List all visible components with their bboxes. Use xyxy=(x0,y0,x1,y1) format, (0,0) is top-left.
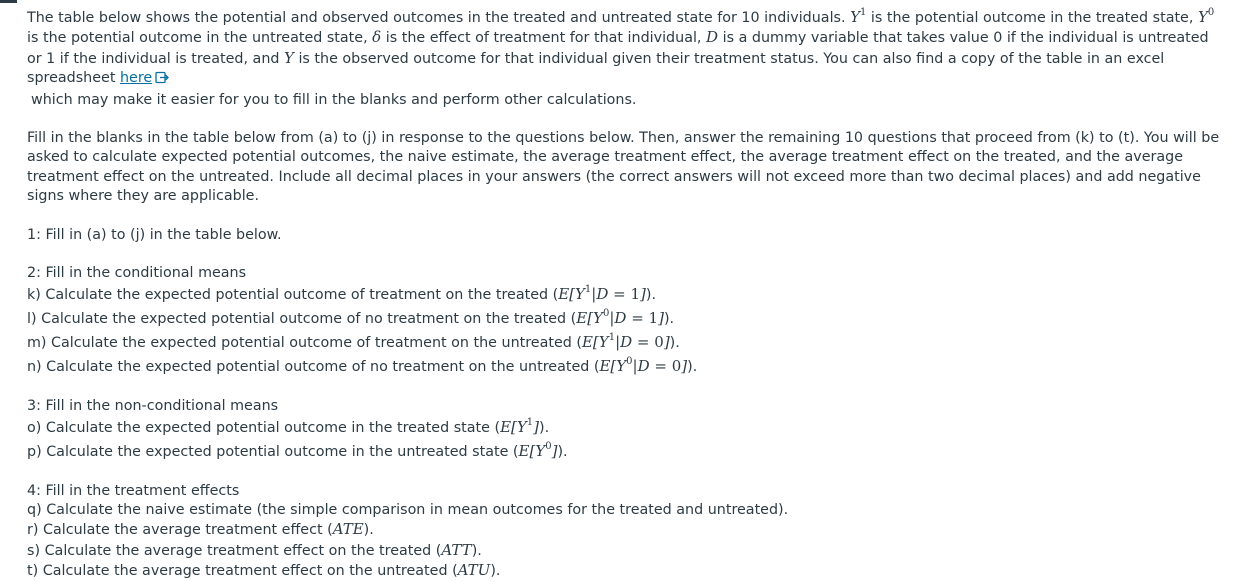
question-l xyxy=(27,307,1227,331)
question-r-close: ). xyxy=(363,522,374,539)
question-p xyxy=(27,440,1227,464)
spreadsheet-link[interactable]: here xyxy=(119,70,153,87)
question-content xyxy=(27,8,1227,582)
math-y: Y xyxy=(284,48,294,67)
question-s-text: s) Calculate the average treatment effect on the treated ( xyxy=(27,542,442,559)
question-l-text: l) Calculate the expected potential outcome of no treatment on the treated ( xyxy=(27,311,577,328)
question-o xyxy=(27,416,1227,440)
intro-text-2: is the potential outcome in the treated state, xyxy=(866,10,1198,26)
external-link-icon[interactable] xyxy=(155,71,170,90)
section2-heading: 2: Fill in the conditional means xyxy=(27,265,247,282)
question-s-close: ). xyxy=(471,542,482,559)
intro-text-4: is the effect of treatment for that individual, xyxy=(381,30,707,47)
question-t-text: t) Calculate the average treatment effect on the untreated ( xyxy=(27,563,458,580)
question-r-text: r) Calculate the average treatment effect ( xyxy=(27,522,333,539)
intro-text-6: is the observed outcome for that individual given their treatment status. You can also find a copy of the table in an excel spreadsheet xyxy=(27,50,1165,87)
question-o-text: o) Calculate the expected potential outcome in the treated state ( xyxy=(27,420,501,437)
question-m-text: m) Calculate the expected potential outcome of treatment on the untreated ( xyxy=(27,335,582,352)
question-r xyxy=(27,520,1227,540)
question-p-text: p) Calculate the expected potential outcome in the untreated state ( xyxy=(27,443,519,460)
intro-text-1: The table below shows the potential and observed outcomes in the treated and untreated state for 10 individuals. xyxy=(27,10,851,26)
question-n-text: n) Calculate the expected potential outcome of no treatment on the untreated ( xyxy=(27,358,600,375)
question-l-close: ). xyxy=(663,311,675,328)
question-m-close: ). xyxy=(669,335,680,352)
question-q: q) Calculate the naive estimate (the simple comparison in mean outcomes for the treated and untreated). xyxy=(27,502,789,519)
question-o-close: ). xyxy=(539,420,550,437)
intro-text-7: which may make it easier for you to fill in the blanks and perform other calculations. xyxy=(31,91,637,108)
intro-text-5: is a dummy variable that takes value 0 if the individual is untreated or 1 if the individual is treated, and xyxy=(27,30,1209,67)
question-t xyxy=(27,561,1227,581)
instructions-paragraph: Fill in the blanks in the table below from (a) to (j) in response to the questions below. Then, answer the remaining 10 questions that proceed from (k) to (t). You will be asked to calculate expected potential outcomes, the naive estimate, the average treatment effect, the average treatment effect on the treated, and the average treatment effect on the untreated. Include all decimal places in your answers (the correct answers will not exceed more than two decimal places) and add negative signs where they are applicable. xyxy=(27,130,1220,205)
math-att: ATT xyxy=(441,540,472,559)
intro-paragraph xyxy=(27,8,1227,110)
question-t-close: ). xyxy=(490,563,501,580)
question-s xyxy=(27,541,1227,561)
corner-mark xyxy=(0,0,17,3)
math-atu: ATU xyxy=(457,561,491,580)
question-n xyxy=(27,355,1227,379)
math-p: $E[Y^0]$ xyxy=(518,440,558,460)
section3-heading: 3: Fill in the non-conditional means xyxy=(27,397,279,414)
math-ate: ATE xyxy=(332,520,364,539)
question-m xyxy=(27,331,1227,355)
math-m: $E[Y^1|D = 0]$ xyxy=(581,332,670,352)
question-k-close: ). xyxy=(645,287,657,304)
math-y1: $Y^1$ xyxy=(850,7,867,26)
math-delta: δ xyxy=(372,28,382,47)
math-l: $E[Y^0|D = 1]$ xyxy=(576,308,664,328)
question-p-close: ). xyxy=(557,443,568,460)
math-y0: $Y^0$ xyxy=(1197,7,1215,26)
section1-heading: 1: Fill in (a) to (j) in the table below. xyxy=(27,226,282,243)
question-k-text: k) Calculate the expected potential outcome of treatment on the treated ( xyxy=(27,287,559,304)
section4-heading: 4: Fill in the treatment effects xyxy=(27,482,240,499)
math-n: $E[Y^0|D = 0]$ xyxy=(599,355,688,375)
math-k: $E[Y^1|D = 1]$ xyxy=(558,284,646,304)
math-o: $E[Y^1]$ xyxy=(500,417,540,437)
math-d: D xyxy=(706,28,719,47)
question-k xyxy=(27,283,1227,307)
intro-text-3: is the potential outcome in the untreated state, xyxy=(27,30,373,47)
question-n-close: ). xyxy=(687,358,698,375)
